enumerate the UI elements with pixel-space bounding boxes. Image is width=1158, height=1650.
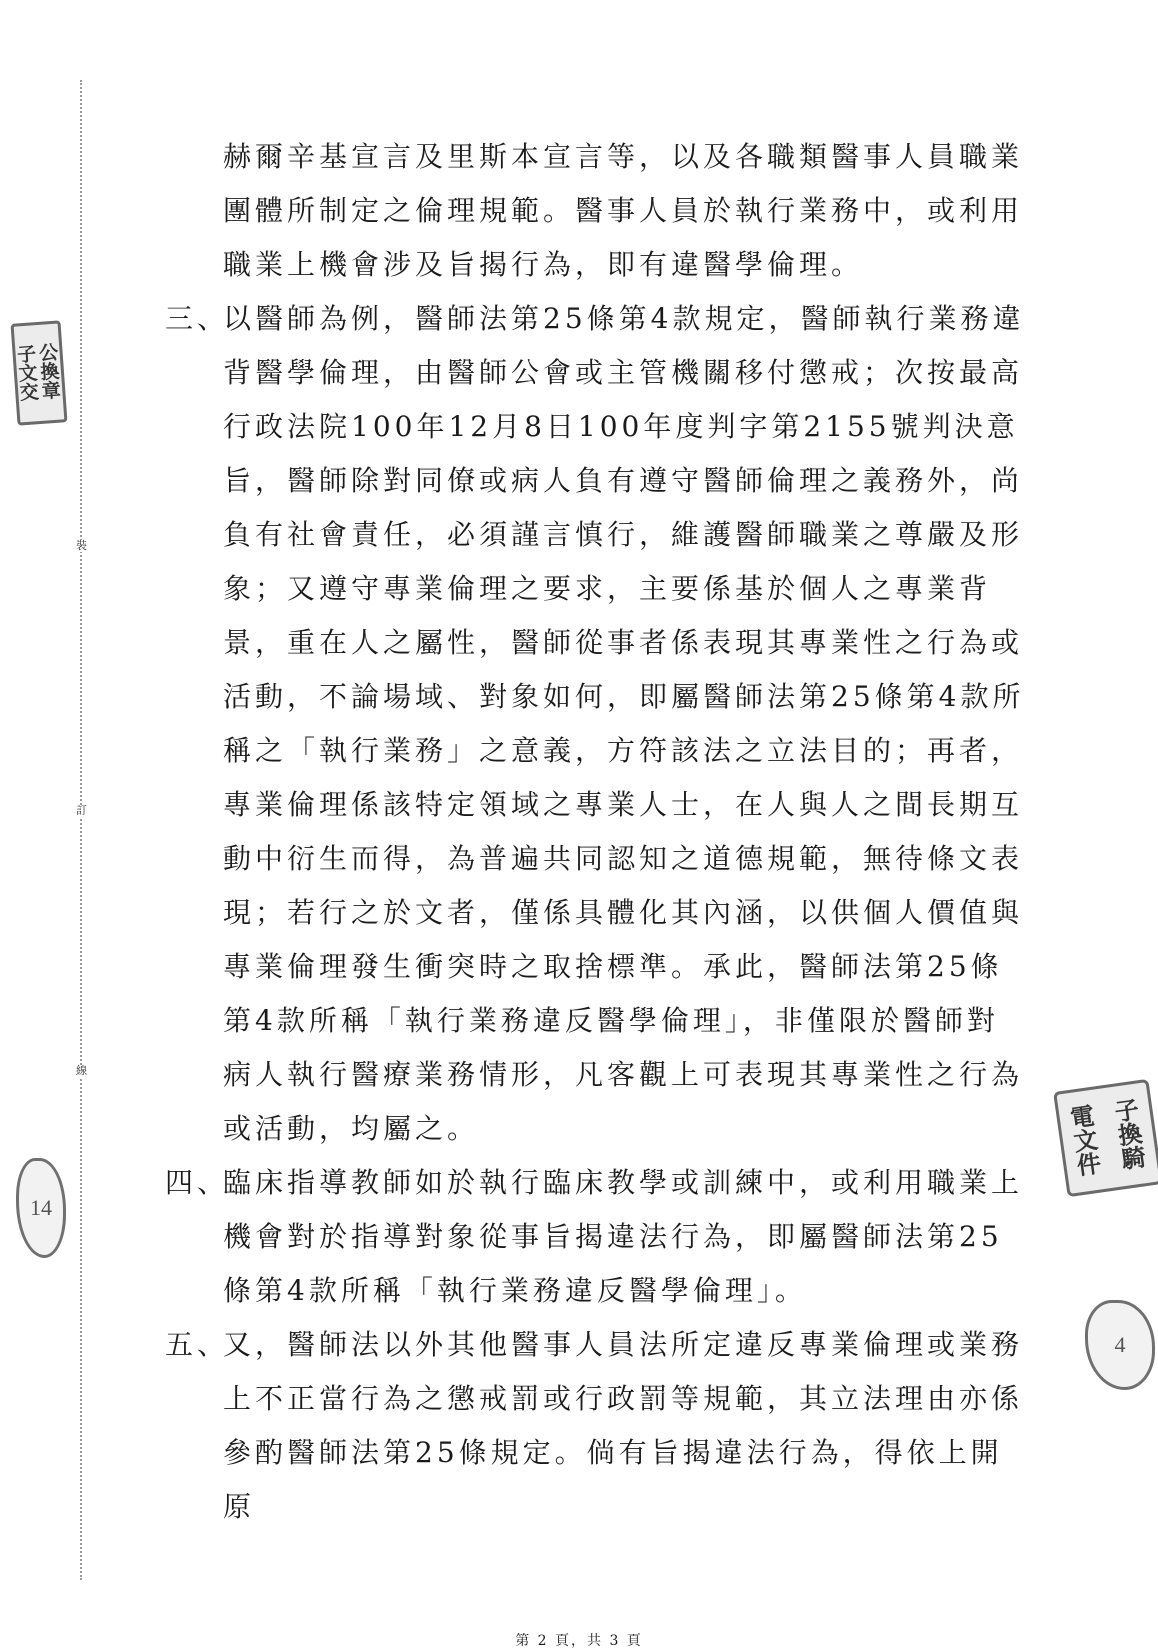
document-body (165, 130, 1025, 1534)
page-seal-badge-right: 4 (1085, 1300, 1155, 1390)
page-seal-badge-left: 14 (16, 1158, 66, 1258)
seal-char: 電 (1068, 1101, 1097, 1133)
seal-char: 交 (19, 380, 40, 404)
item-number: 五、 (165, 1328, 230, 1361)
list-item-5 (165, 1318, 1025, 1534)
seal-char: 換 (1116, 1119, 1145, 1151)
binding-label-ding: 訂 (76, 804, 87, 817)
item-text: 臨床指導教師如於執行臨床教學或訓練中，或利用職業上機會對於指導對象從事旨揭違法行為，即屬醫師法第25條第4款所稱「執行業務違反醫學倫理」。 (223, 1166, 1024, 1307)
seal-char: 文 (1071, 1125, 1100, 1157)
seal-char: 公 (38, 341, 59, 365)
seal-char: 文 (17, 361, 39, 385)
binding-label-xian: 線 (76, 1064, 87, 1077)
list-item-4 (165, 1156, 1025, 1318)
seal-char: 件 (1075, 1149, 1103, 1181)
item-number: 四、 (165, 1166, 230, 1199)
item-number: 三、 (165, 302, 230, 335)
seal-char: 換 (39, 360, 61, 384)
item-text: 以醫師為例，醫師法第25條第4款規定，醫師執行業務違背醫學倫理，由醫師公會或主管機關移付懲戒；次按最高行政法院100年12月8日100年度判字第2155號判決意旨，醫師除對同僚或病人負有遵守醫師倫理之義務外，尚負有社會責任，必須謹言慎行，維護醫師職業之尊嚴及形象；又遵守專業倫理之要求，主要係基於個人之專業背景，重在人之屬性，醫師從事者係表現其專業性之行為或活動，不論場域、對象如何，即屬醫師法第25條第4款所稱之「執行業務」之意義，方符該法之立法目的；再者，專業倫理係該特定領域之專業人士，在人與人之間長期互動中衍生而得，為普遍共同認知之道德規範，無待條文表現；若行之於文者，僅係具體化其內涵，以供個人價值與專業倫理發生衝突時之取捨標準。承此，醫師法第25條第4款所稱「執行業務違反醫學倫理」，非僅限於醫師對病人執行醫療業務情形，凡客觀上可表現其專業性之行為或活動，均屬之。 (223, 302, 1025, 1145)
seal-char: 章 (41, 379, 62, 403)
seal-char: 子 (16, 342, 37, 366)
official-seal-stamp (11, 320, 68, 425)
intro-paragraph: 赫爾辛基宣言及里斯本宣言等，以及各職類醫事人員職業團體所制定之倫理規範。醫事人員於執行業務中，或利用職業上機會涉及旨揭行為，即有違醫學倫理。 (223, 140, 1024, 281)
item-text: 又，醫師法以外其他醫事人員法所定違反專業倫理或業務上不正當行為之懲戒罰或行政罰等規範，其立法理由亦係參酌醫師法第25條規定。倘有旨揭違法行為，得依上開原 (223, 1328, 1024, 1523)
list-item-3 (165, 292, 1025, 1156)
seal-char: 子 (1113, 1095, 1141, 1127)
page-footer: 第 2 頁，共 3 頁 (515, 1633, 643, 1649)
electronic-exchange-seal-stamp (1053, 1079, 1158, 1197)
seal-char: 騎 (1119, 1143, 1148, 1175)
binding-line (80, 80, 82, 1580)
binding-label-zhuang: 裝 (76, 539, 87, 552)
